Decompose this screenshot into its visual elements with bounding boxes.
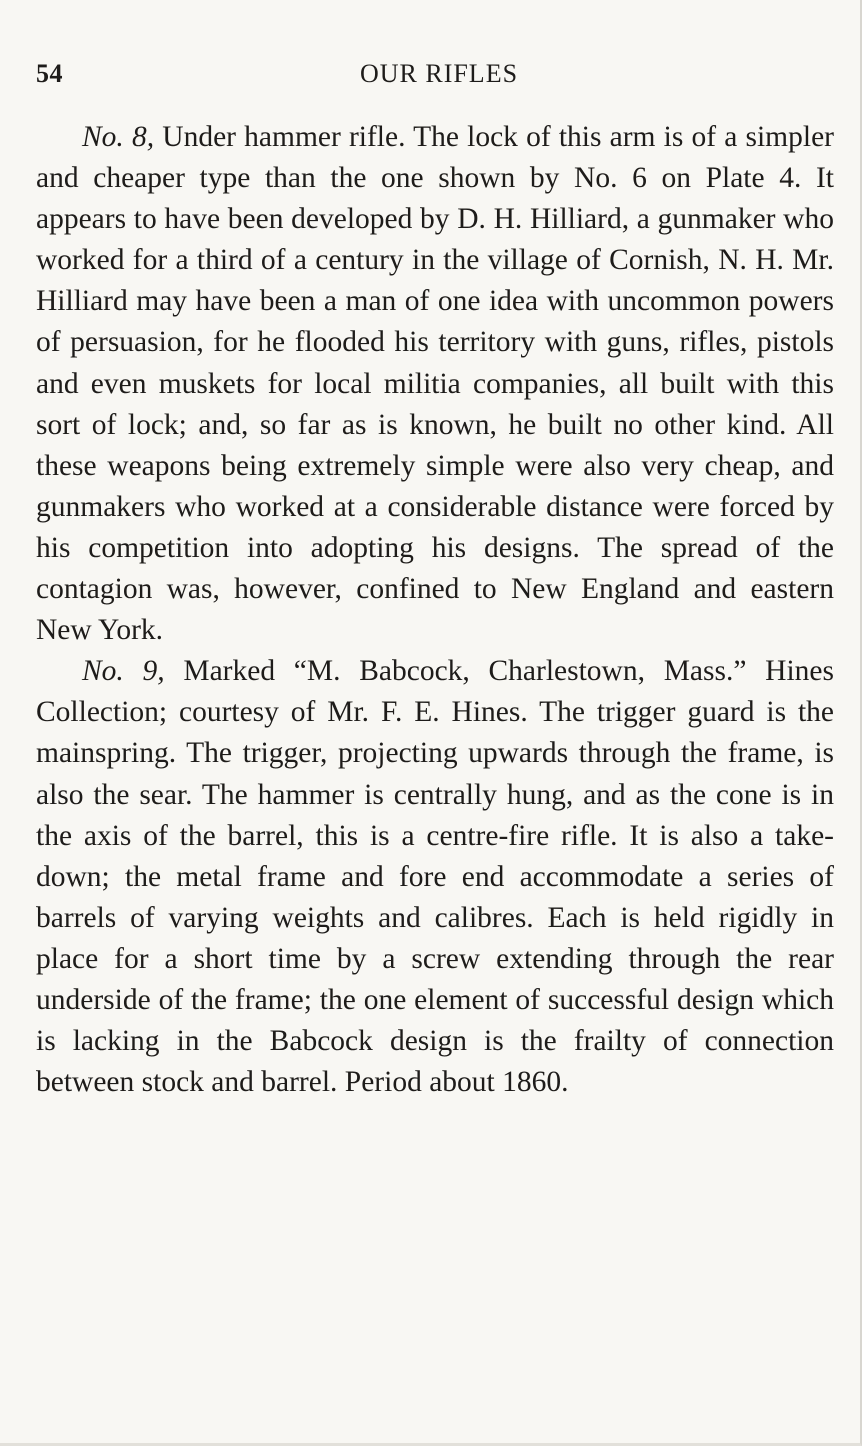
entry-label: No. 9, [82,655,165,688]
paragraph-text: Marked “M. Babcock, Charlestown, Mass.” Hines Collection; courtesy of Mr. F. E. Hines. The trigger guard is the mainspring. The trigger, projecting upwards through the frame, is also the sear. The hammer is centrally hung, and as the cone is in the axis of the barrel, this is a centre-​fire rifle. It is also a take-down; the metal frame and fore end accommodate a series of barrels of varying weights and calibres. Each is held rigidly in place for a short time by a screw extending through the rear underside of the frame; the one element of successful design which is lacking in the Babcock design is the frailty of connection between stock and barrel. Period about 1860. [36,655,834,1099]
running-head [36,56,832,92]
paragraph-text: Under hammer rifle. The lock of this arm is of a simpler and cheaper type than the one shown by No. 6 on Plate 4. It appears to have been developed by D. H. Hilliard, a gunmaker who worked for a third of a century in the village of Cornish, N. H. Mr. Hilliard may have been a man of one idea with uncommon powers of persuasion, for he flooded his territory with guns, rifles, pistols and even muskets for local militia companies, all built with this sort of lock; and, so far as is known, he built no other kind. All these weapons being extremely simple were also very cheap, and gunmakers who worked at a considerable distance were forced by his competition into adopting his designs. The spread of the contagion was, however, confined to New England and eastern New York. [36,121,834,647]
page-number: 54 [36,59,63,88]
paragraph-no-9 [36,651,834,1103]
body-text [36,117,834,1103]
entry-label: No. 8, [82,121,155,153]
running-title: OUR RIFLES [359,59,519,88]
paragraph-no-8 [36,117,834,651]
